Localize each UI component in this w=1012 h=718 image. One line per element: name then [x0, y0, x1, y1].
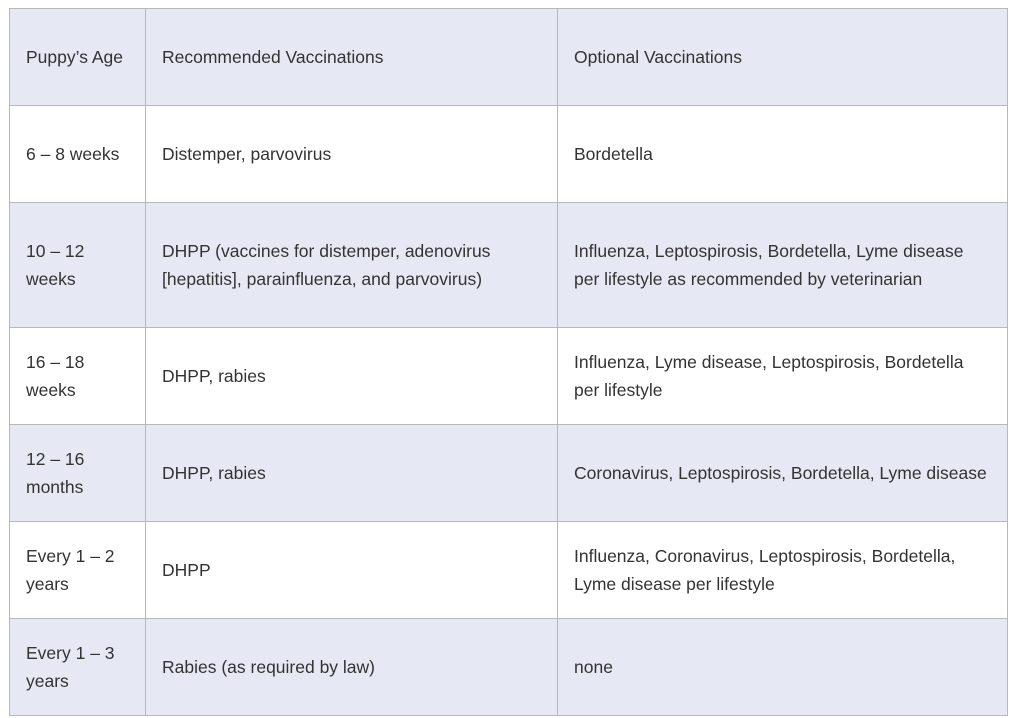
cell-age: 10 – 12 weeks	[10, 203, 146, 328]
table-row	[10, 619, 1008, 716]
cell-age: 16 – 18 weeks	[10, 328, 146, 425]
cell-optional: Influenza, Coronavirus, Leptospirosis, Bordetella, Lyme disease per lifestyle	[558, 522, 1008, 619]
cell-age: Every 1 – 3 years	[10, 619, 146, 716]
cell-recommended: Distemper, parvovirus	[146, 106, 558, 203]
table-row	[10, 106, 1008, 203]
header-optional-vaccinations: Optional Vaccinations	[558, 9, 1008, 106]
table-row	[10, 425, 1008, 522]
table-row	[10, 522, 1008, 619]
cell-recommended: Rabies (as required by law)	[146, 619, 558, 716]
cell-optional: Bordetella	[558, 106, 1008, 203]
cell-recommended: DHPP, rabies	[146, 328, 558, 425]
vaccination-schedule-table-container	[9, 8, 1007, 716]
cell-age: 6 – 8 weeks	[10, 106, 146, 203]
cell-age: Every 1 – 2 years	[10, 522, 146, 619]
cell-optional: Influenza, Lyme disease, Leptospirosis, Bordetella per lifestyle	[558, 328, 1008, 425]
table-header-row	[10, 9, 1008, 106]
header-recommended-vaccinations: Recommended Vaccinations	[146, 9, 558, 106]
cell-optional: none	[558, 619, 1008, 716]
vaccination-schedule-table	[9, 8, 1008, 716]
table-row	[10, 203, 1008, 328]
cell-recommended: DHPP	[146, 522, 558, 619]
cell-recommended: DHPP (vaccines for distemper, adenovirus [hepatitis], parainfluenza, and parvovirus)	[146, 203, 558, 328]
cell-optional: Coronavirus, Leptospirosis, Bordetella, Lyme disease	[558, 425, 1008, 522]
header-puppys-age: Puppy’s Age	[10, 9, 146, 106]
cell-age: 12 – 16 months	[10, 425, 146, 522]
cell-recommended: DHPP, rabies	[146, 425, 558, 522]
table-row	[10, 328, 1008, 425]
cell-optional: Influenza, Leptospirosis, Bordetella, Lyme disease per lifestyle as recommended by veterinarian	[558, 203, 1008, 328]
